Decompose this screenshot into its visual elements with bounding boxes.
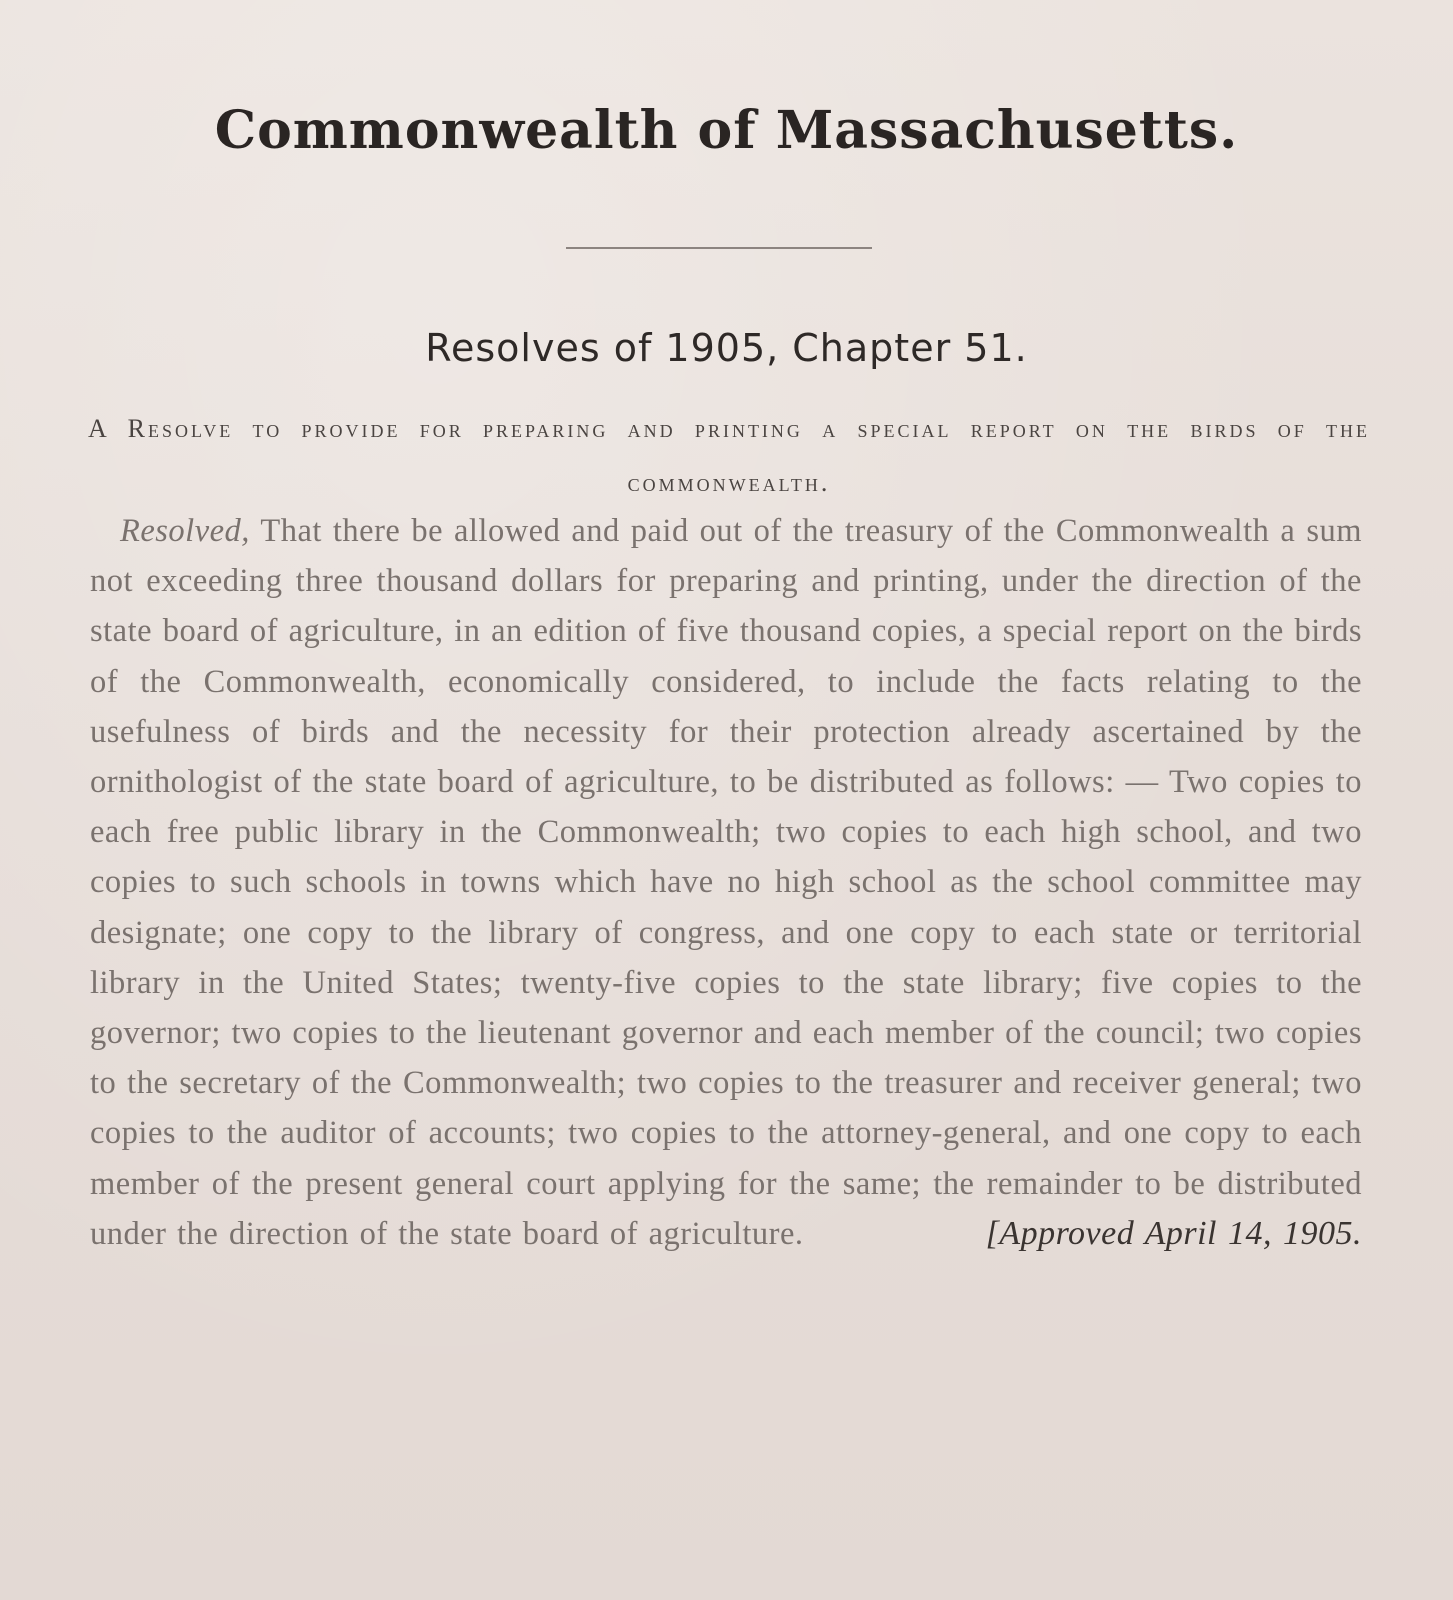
page-heading: Commonwealth of Massachusetts. — [214, 100, 1239, 161]
resolved-word: Resolved, — [120, 513, 250, 549]
approval-date: [Approved April 14, 1905. — [985, 1214, 1362, 1252]
resolve-subtitle: A Resolve to provide for preparing and printing a special report on the birds of the commonwealth. — [88, 414, 1370, 497]
chapter-title: Resolves of 1905, Chapter 51. — [425, 326, 1028, 370]
divider-rule — [566, 247, 872, 249]
resolve-body — [90, 506, 1362, 1259]
resolve-text: That there be allowed and paid out of the treasury of the Commonwealth a sum not exceeding three thousand dollars for preparing and printing, under the direction of the state board of agriculture, in an edition of five thousand copies, a special report on the birds of the Commonwealth, economically considered, to include the facts relating to the usefulness of birds and the necessity for their protection already ascertained by the ornithologist of the state board of agriculture, to be distributed as follows: — Two copies to each free public library in the Commonwealth; two copies to each high school, and two copies to such schools in towns which have no high school as the school committee may designate; one copy to the library of congress, and one copy to each state or territorial library in the United States; twenty-five copies to the state library; five copies to the governor; two copies to the lieutenant governor and each member of the council; two copies to the secretary of the Commonwealth; two copies to the treasurer and receiver general; two copies to the auditor of accounts; two copies to the attorney-general, and one copy to each member of the present general court applying for the same; the remainder to be distributed under the direction of the state board of agriculture. — [90, 513, 1363, 1252]
